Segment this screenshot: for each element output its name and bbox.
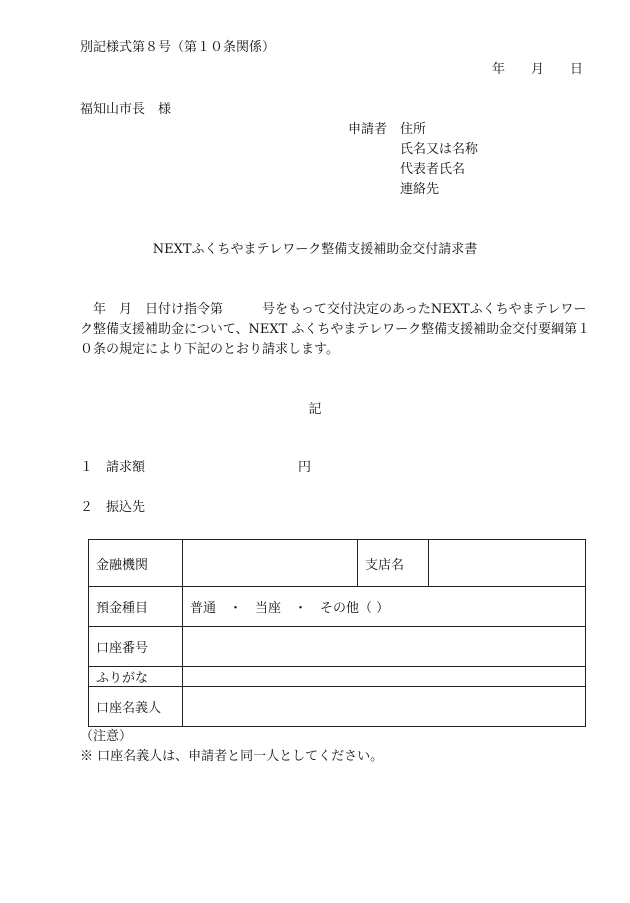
branch-value-cell xyxy=(429,540,586,587)
holder-label-cell: 口座名義人 xyxy=(89,687,183,727)
applicant-representative-label: 代表者氏名 xyxy=(400,162,466,177)
account-type-options-cell: 普通 ・ 当座 ・ その他（ ） xyxy=(183,587,586,627)
notes-text: ※ 口座名義人は、申請者と同一人としてください。 xyxy=(80,749,384,764)
institution-value-cell xyxy=(183,540,358,587)
table-row xyxy=(89,627,586,667)
body-text-line: ０条の規定により下記のとおり請求します。 xyxy=(80,342,339,357)
applicant-address-label: 住所 xyxy=(400,122,427,137)
account-type-label-cell: 預金種目 xyxy=(89,587,183,627)
table-row xyxy=(89,587,586,627)
notes-heading: （注意） xyxy=(80,729,133,744)
branch-label-cell: 支店名 xyxy=(358,540,429,587)
holder-value-cell xyxy=(183,687,586,727)
document-title: NEXTふくちやまテレワーク整備支援補助金交付請求書 xyxy=(152,242,478,257)
body-text-line: ク整備支援補助金について、NEXT ふくちやまテレワーク整備支援補助金交付要綱第１ xyxy=(80,322,591,337)
transfer-destination-label: ２ 振込先 xyxy=(80,500,146,515)
claim-amount-unit: 円 xyxy=(298,460,312,475)
furigana-value-cell xyxy=(183,667,586,687)
claim-amount-label: １ 請求額 xyxy=(80,460,146,475)
applicant-contact-label: 連絡先 xyxy=(400,182,440,197)
ki-heading: 記 xyxy=(308,402,322,417)
institution-label-cell: 金融機関 xyxy=(89,540,183,587)
bank-account-table xyxy=(88,539,586,727)
date-line: 年 月 日 xyxy=(491,62,583,77)
applicant-name-label: 氏名又は名称 xyxy=(400,142,479,157)
furigana-label-cell: ふりがな xyxy=(89,667,183,687)
body-text-line: 年 月 日付け指令第 号をもって交付決定のあったNEXTふくちやまテレワー xyxy=(80,302,587,317)
account-number-label-cell: 口座番号 xyxy=(89,627,183,667)
applicant-label: 申請者 xyxy=(348,122,388,137)
account-number-value-cell xyxy=(183,627,586,667)
table-row xyxy=(89,687,586,727)
form-number: 別記様式第８号（第１０条関係） xyxy=(80,40,276,55)
table-row xyxy=(89,540,586,587)
table-row xyxy=(89,667,586,687)
addressee: 福知山市長 様 xyxy=(80,102,172,117)
